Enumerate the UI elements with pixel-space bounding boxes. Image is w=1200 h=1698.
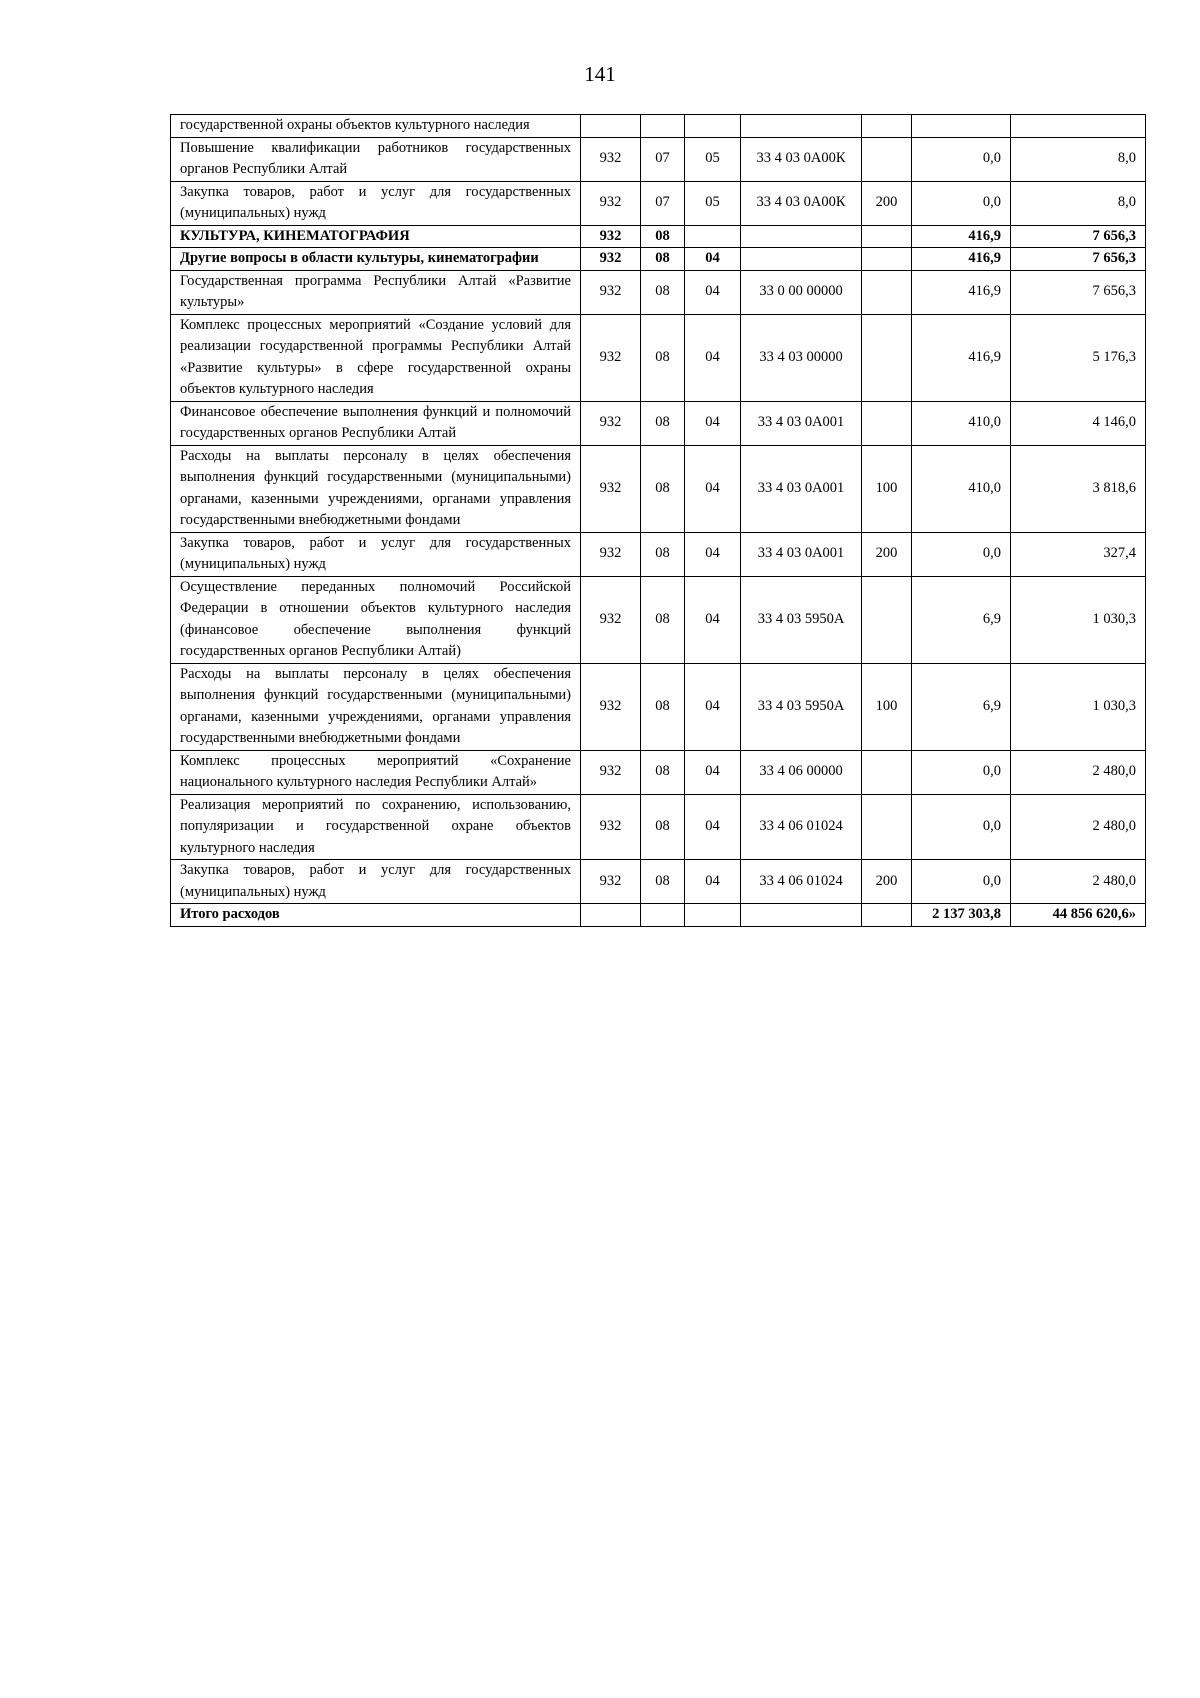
cell-subsection: 04 xyxy=(685,314,741,401)
cell-admin-code: 932 xyxy=(581,181,641,225)
cell-section: 07 xyxy=(641,137,685,181)
cell-admin-code: 932 xyxy=(581,445,641,532)
cell-name: Финансовое обеспечение выполнения функций и полномочий государственных органов Республики Алтай xyxy=(171,401,581,445)
cell-section: 08 xyxy=(641,401,685,445)
cell-target-article: 33 0 00 00000 xyxy=(741,270,862,314)
table-row xyxy=(171,794,1146,860)
cell-expense-type xyxy=(862,576,912,663)
page-number: 141 xyxy=(584,62,616,86)
cell-expense-type xyxy=(862,137,912,181)
cell-section: 08 xyxy=(641,314,685,401)
cell-amount-1: 0,0 xyxy=(912,532,1011,576)
cell-name: Закупка товаров, работ и услуг для государственных (муниципальных) нужд xyxy=(171,181,581,225)
cell-amount-2 xyxy=(1011,115,1146,138)
cell-amount-2: 2 480,0 xyxy=(1011,750,1146,794)
cell-expense-type xyxy=(862,115,912,138)
cell-target-article xyxy=(741,225,862,248)
cell-amount-1: 0,0 xyxy=(912,750,1011,794)
cell-name: Осуществление переданных полномочий Российской Федерации в отношении объектов культурного наследия (финансовое обеспечение выполнения функций государственных органов Республики Алтай) xyxy=(171,576,581,663)
table-body xyxy=(171,115,1146,927)
cell-subsection: 04 xyxy=(685,401,741,445)
cell-admin-code: 932 xyxy=(581,794,641,860)
cell-admin-code: 932 xyxy=(581,314,641,401)
cell-amount-1: 0,0 xyxy=(912,137,1011,181)
cell-subsection: 04 xyxy=(685,532,741,576)
cell-name: Комплекс процессных мероприятий «Создание условий для реализации государственной программы Республики Алтай «Развитие культуры» в сфере государственной охраны объектов культурного наследия xyxy=(171,314,581,401)
cell-section: 08 xyxy=(641,794,685,860)
cell-admin-code: 932 xyxy=(581,225,641,248)
cell-expense-type xyxy=(862,314,912,401)
cell-expense-type: 200 xyxy=(862,532,912,576)
cell-amount-1: 2 137 303,8 xyxy=(912,904,1011,927)
cell-amount-2: 44 856 620,6» xyxy=(1011,904,1146,927)
cell-target-article: 33 4 03 0А001 xyxy=(741,445,862,532)
cell-target-article: 33 4 03 5950А xyxy=(741,663,862,750)
cell-amount-1: 0,0 xyxy=(912,181,1011,225)
cell-target-article xyxy=(741,115,862,138)
cell-name: Закупка товаров, работ и услуг для государственных (муниципальных) нужд xyxy=(171,860,581,904)
cell-name: КУЛЬТУРА, КИНЕМАТОГРАФИЯ xyxy=(171,225,581,248)
cell-target-article: 33 4 03 0А00К xyxy=(741,137,862,181)
table-row xyxy=(171,401,1146,445)
cell-amount-2: 1 030,3 xyxy=(1011,576,1146,663)
cell-amount-2: 3 818,6 xyxy=(1011,445,1146,532)
table-row xyxy=(171,576,1146,663)
cell-section: 08 xyxy=(641,248,685,271)
cell-amount-1: 410,0 xyxy=(912,445,1011,532)
cell-subsection xyxy=(685,115,741,138)
cell-subsection: 04 xyxy=(685,270,741,314)
cell-amount-1 xyxy=(912,115,1011,138)
cell-name: Государственная программа Республики Алтай «Развитие культуры» xyxy=(171,270,581,314)
cell-amount-1: 6,9 xyxy=(912,663,1011,750)
cell-name: Расходы на выплаты персоналу в целях обеспечения выполнения функций государственными (муниципальными) органами, казенными учреждениями, органами управления государственными внебюджетными фондами xyxy=(171,445,581,532)
cell-section: 08 xyxy=(641,663,685,750)
cell-section: 07 xyxy=(641,181,685,225)
cell-name: Другие вопросы в области культуры, кинематографии xyxy=(171,248,581,271)
cell-subsection: 04 xyxy=(685,794,741,860)
cell-admin-code: 932 xyxy=(581,270,641,314)
table-row xyxy=(171,314,1146,401)
cell-admin-code xyxy=(581,115,641,138)
table-row xyxy=(171,270,1146,314)
table-row xyxy=(171,860,1146,904)
table-row xyxy=(171,225,1146,248)
table-row xyxy=(171,181,1146,225)
cell-expense-type: 100 xyxy=(862,663,912,750)
cell-expense-type: 200 xyxy=(862,860,912,904)
cell-admin-code: 932 xyxy=(581,663,641,750)
cell-amount-1: 416,9 xyxy=(912,248,1011,271)
cell-amount-2: 2 480,0 xyxy=(1011,860,1146,904)
cell-section: 08 xyxy=(641,532,685,576)
cell-admin-code: 932 xyxy=(581,248,641,271)
cell-target-article: 33 4 06 00000 xyxy=(741,750,862,794)
cell-subsection: 04 xyxy=(685,860,741,904)
budget-table xyxy=(170,114,1146,927)
cell-target-article: 33 4 03 00000 xyxy=(741,314,862,401)
cell-amount-1: 416,9 xyxy=(912,314,1011,401)
cell-section: 08 xyxy=(641,225,685,248)
cell-name: Реализация мероприятий по сохранению, использованию, популяризации и государственной охране объектов культурного наследия xyxy=(171,794,581,860)
cell-subsection: 04 xyxy=(685,750,741,794)
table-row xyxy=(171,663,1146,750)
cell-section: 08 xyxy=(641,445,685,532)
cell-target-article xyxy=(741,248,862,271)
cell-admin-code: 932 xyxy=(581,401,641,445)
cell-subsection: 04 xyxy=(685,445,741,532)
cell-amount-1: 6,9 xyxy=(912,576,1011,663)
cell-amount-1: 0,0 xyxy=(912,860,1011,904)
cell-expense-type xyxy=(862,904,912,927)
table-row xyxy=(171,904,1146,927)
cell-name: Комплекс процессных мероприятий «Сохранение национального культурного наследия Республики Алтай» xyxy=(171,750,581,794)
cell-amount-1: 416,9 xyxy=(912,270,1011,314)
cell-section xyxy=(641,115,685,138)
cell-name: Закупка товаров, работ и услуг для государственных (муниципальных) нужд xyxy=(171,532,581,576)
cell-name: Расходы на выплаты персоналу в целях обеспечения выполнения функций государственными (муниципальными) органами, казенными учреждениями, органами управления государственными внебюджетными фондами xyxy=(171,663,581,750)
table-row xyxy=(171,248,1146,271)
cell-amount-1: 410,0 xyxy=(912,401,1011,445)
cell-name: Повышение квалификации работников государственных органов Республики Алтай xyxy=(171,137,581,181)
cell-expense-type: 100 xyxy=(862,445,912,532)
cell-name: Итого расходов xyxy=(171,904,581,927)
cell-admin-code: 932 xyxy=(581,750,641,794)
cell-section: 08 xyxy=(641,270,685,314)
cell-amount-2: 2 480,0 xyxy=(1011,794,1146,860)
cell-subsection: 05 xyxy=(685,137,741,181)
cell-section: 08 xyxy=(641,750,685,794)
cell-expense-type xyxy=(862,401,912,445)
table-row xyxy=(171,532,1146,576)
cell-amount-2: 4 146,0 xyxy=(1011,401,1146,445)
cell-subsection xyxy=(685,904,741,927)
cell-target-article: 33 4 03 5950А xyxy=(741,576,862,663)
table-row xyxy=(171,445,1146,532)
cell-expense-type xyxy=(862,225,912,248)
cell-amount-2: 1 030,3 xyxy=(1011,663,1146,750)
cell-target-article: 33 4 03 0А001 xyxy=(741,401,862,445)
cell-subsection: 04 xyxy=(685,576,741,663)
cell-target-article: 33 4 06 01024 xyxy=(741,794,862,860)
cell-section: 08 xyxy=(641,576,685,663)
cell-amount-1: 0,0 xyxy=(912,794,1011,860)
cell-amount-2: 8,0 xyxy=(1011,181,1146,225)
cell-expense-type xyxy=(862,794,912,860)
cell-expense-type xyxy=(862,270,912,314)
cell-subsection: 05 xyxy=(685,181,741,225)
cell-target-article: 33 4 03 0А00К xyxy=(741,181,862,225)
table-row xyxy=(171,137,1146,181)
table-row xyxy=(171,115,1146,138)
cell-amount-2: 7 656,3 xyxy=(1011,225,1146,248)
cell-target-article: 33 4 06 01024 xyxy=(741,860,862,904)
cell-section xyxy=(641,904,685,927)
cell-amount-2: 7 656,3 xyxy=(1011,248,1146,271)
cell-admin-code: 932 xyxy=(581,137,641,181)
cell-target-article: 33 4 03 0А001 xyxy=(741,532,862,576)
cell-expense-type xyxy=(862,750,912,794)
cell-subsection: 04 xyxy=(685,663,741,750)
cell-expense-type: 200 xyxy=(862,181,912,225)
cell-amount-2: 327,4 xyxy=(1011,532,1146,576)
cell-admin-code: 932 xyxy=(581,860,641,904)
cell-admin-code: 932 xyxy=(581,532,641,576)
cell-subsection xyxy=(685,225,741,248)
cell-expense-type xyxy=(862,248,912,271)
cell-amount-2: 7 656,3 xyxy=(1011,270,1146,314)
cell-admin-code: 932 xyxy=(581,576,641,663)
cell-name: государственной охраны объектов культурного наследия xyxy=(171,115,581,138)
table-row xyxy=(171,750,1146,794)
cell-target-article xyxy=(741,904,862,927)
cell-amount-2: 5 176,3 xyxy=(1011,314,1146,401)
cell-section: 08 xyxy=(641,860,685,904)
cell-amount-2: 8,0 xyxy=(1011,137,1146,181)
cell-admin-code xyxy=(581,904,641,927)
cell-subsection: 04 xyxy=(685,248,741,271)
cell-amount-1: 416,9 xyxy=(912,225,1011,248)
